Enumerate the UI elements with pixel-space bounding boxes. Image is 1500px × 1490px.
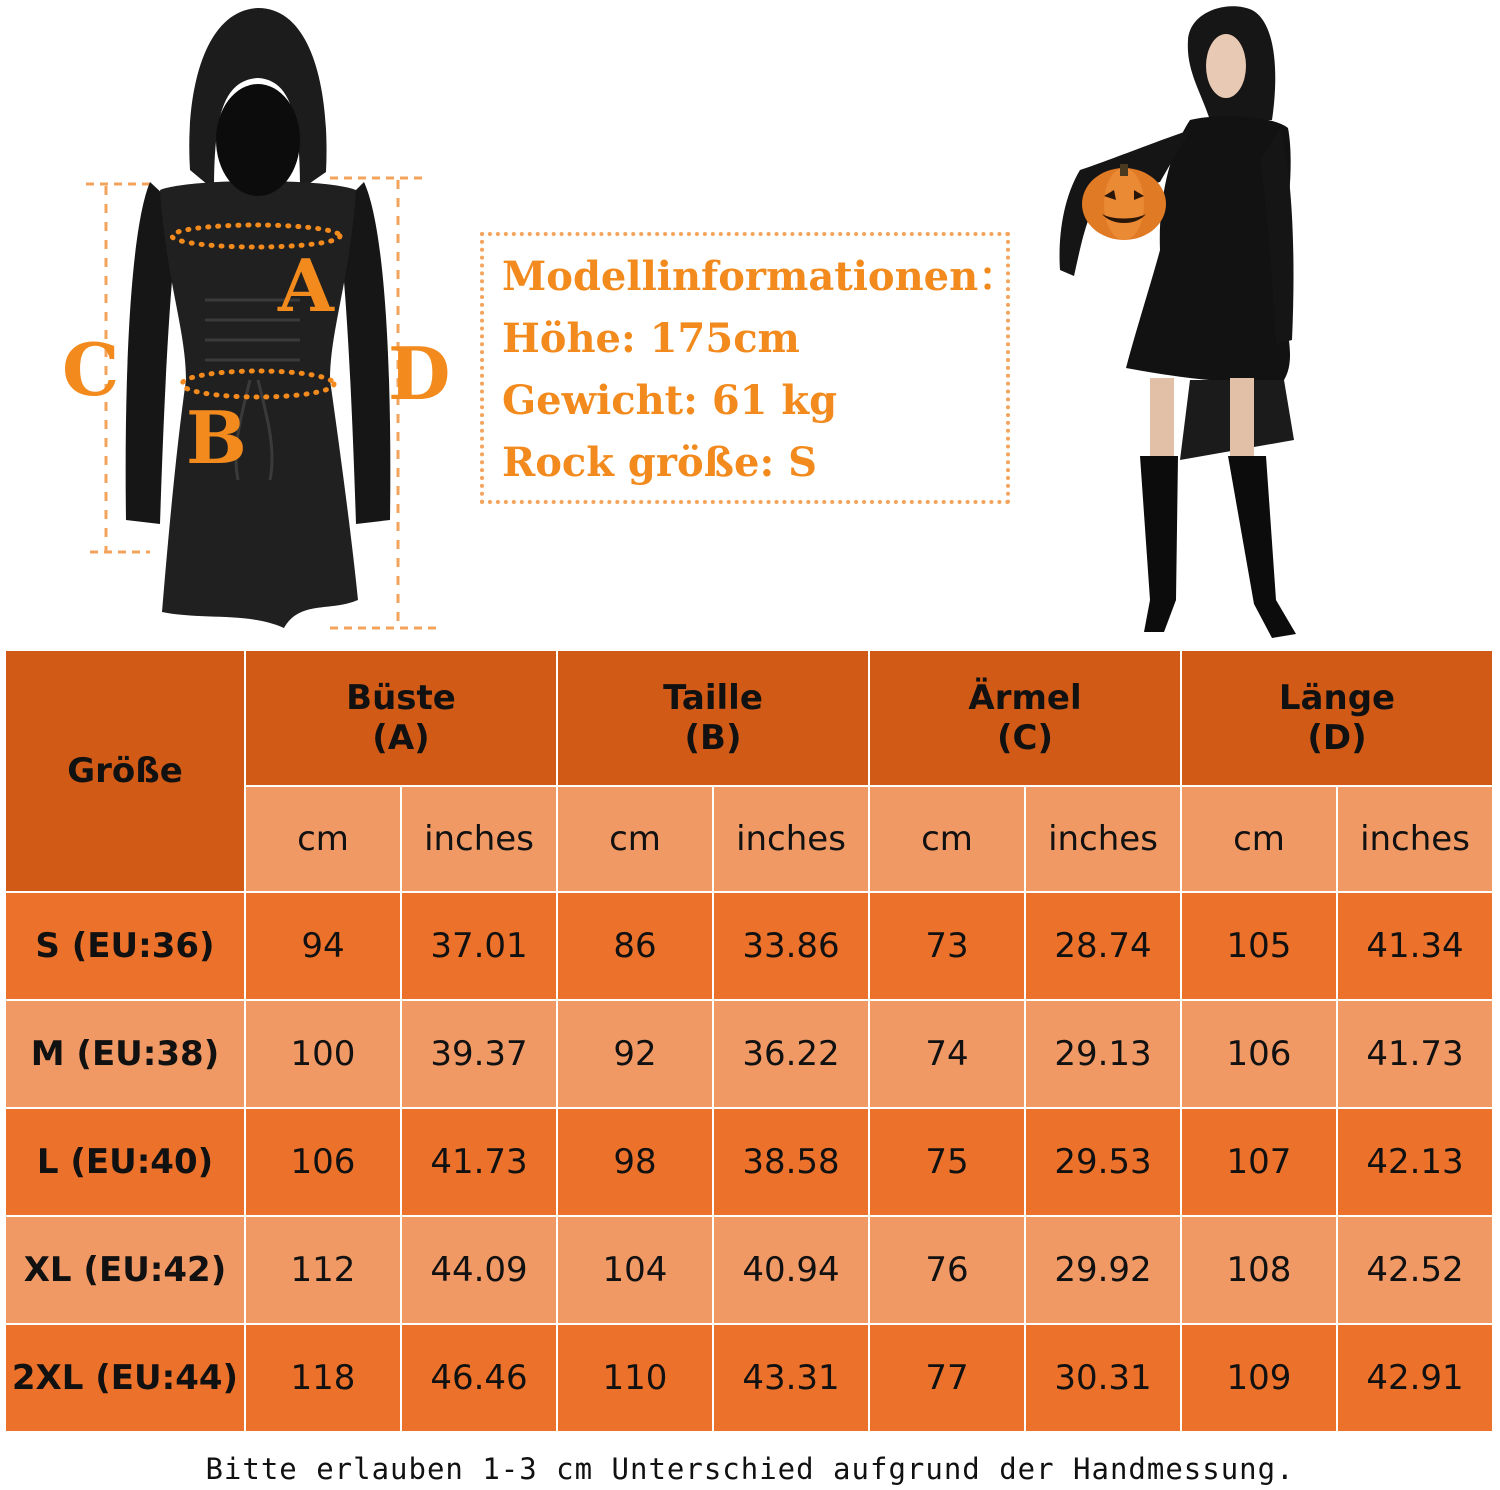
value-cell: 104	[557, 1216, 713, 1324]
table-row	[5, 1000, 1493, 1108]
value-cell: 42.52	[1337, 1216, 1493, 1324]
value-cell: 106	[1181, 1000, 1337, 1108]
model-info-box	[480, 232, 1019, 504]
size-column-header: Größe	[5, 650, 245, 892]
value-cell: 42.91	[1337, 1324, 1493, 1432]
value-cell: 41.73	[1337, 1000, 1493, 1108]
model-photo	[1040, 0, 1320, 648]
dress-diagram	[0, 0, 480, 648]
size-label: 2XL (EU:44)	[5, 1324, 245, 1432]
model-face	[1206, 34, 1246, 98]
unit-cell: inches	[401, 786, 557, 892]
value-cell: 94	[245, 892, 401, 1000]
value-cell: 41.34	[1337, 892, 1493, 1000]
table-row	[5, 1108, 1493, 1216]
value-cell: 39.37	[401, 1000, 557, 1108]
value-cell: 42.13	[1337, 1108, 1493, 1216]
header-sleeve-name: Ärmel	[968, 678, 1082, 718]
header-bust-code: (A)	[372, 718, 430, 758]
value-cell: 77	[869, 1324, 1025, 1432]
value-cell: 28.74	[1025, 892, 1181, 1000]
value-cell: 118	[245, 1324, 401, 1432]
model-height: Höhe: 175cm	[502, 315, 800, 362]
measurement-footnote: Bitte erlauben 1-3 cm Unterschied aufgrund der Handmessung.	[205, 1452, 1295, 1486]
header-length-code: (D)	[1307, 718, 1367, 758]
value-cell: 98	[557, 1108, 713, 1216]
value-cell: 110	[557, 1324, 713, 1432]
unit-cell: cm	[557, 786, 713, 892]
header-length-name: Länge	[1278, 678, 1396, 718]
label-c: C	[62, 327, 120, 412]
value-cell: 44.09	[401, 1216, 557, 1324]
size-label: M (EU:38)	[5, 1000, 245, 1108]
value-cell: 46.46	[401, 1324, 557, 1432]
value-cell: 37.01	[401, 892, 557, 1000]
value-cell: 29.53	[1025, 1108, 1181, 1216]
value-cell: 43.31	[713, 1324, 869, 1432]
value-cell: 29.92	[1025, 1216, 1181, 1324]
value-cell: 76	[869, 1216, 1025, 1324]
value-cell: 100	[245, 1000, 401, 1108]
model-info-title: Modellinformationen：	[502, 253, 1019, 300]
value-cell: 41.73	[401, 1108, 557, 1216]
value-cell: 112	[245, 1216, 401, 1324]
label-d: D	[388, 331, 451, 416]
value-cell: 36.22	[713, 1000, 869, 1108]
header-length	[1181, 650, 1493, 786]
label-b: B	[186, 395, 247, 480]
unit-cell: cm	[869, 786, 1025, 892]
header-waist	[557, 650, 869, 786]
header-bust	[245, 650, 557, 786]
size-label: XL (EU:42)	[5, 1216, 245, 1324]
value-cell: 74	[869, 1000, 1025, 1108]
size-chart-table	[4, 649, 1494, 1433]
header-bust-name: Büste	[346, 678, 456, 718]
table-row	[5, 892, 1493, 1000]
product-illustration-area	[0, 0, 1500, 648]
unit-cell: inches	[1337, 786, 1493, 892]
model-size: Rock größe: S	[502, 439, 818, 486]
value-cell: 38.58	[713, 1108, 869, 1216]
value-cell: 106	[245, 1108, 401, 1216]
unit-cell: cm	[245, 786, 401, 892]
table-row	[5, 1216, 1493, 1324]
unit-cell: inches	[713, 786, 869, 892]
label-a: A	[278, 243, 334, 328]
header-waist-name: Taille	[663, 678, 763, 718]
value-cell: 105	[1181, 892, 1337, 1000]
value-cell: 73	[869, 892, 1025, 1000]
unit-cell: cm	[1181, 786, 1337, 892]
header-sleeve	[869, 650, 1181, 786]
unit-cell: inches	[1025, 786, 1181, 892]
dress-silhouette	[126, 8, 391, 628]
value-cell: 30.31	[1025, 1324, 1181, 1432]
value-cell: 40.94	[713, 1216, 869, 1324]
header-waist-code: (B)	[684, 718, 742, 758]
header-sleeve-code: (C)	[996, 718, 1054, 758]
size-label: L (EU:40)	[5, 1108, 245, 1216]
value-cell: 29.13	[1025, 1000, 1181, 1108]
table-row	[5, 1324, 1493, 1432]
value-cell: 92	[557, 1000, 713, 1108]
value-cell: 109	[1181, 1324, 1337, 1432]
value-cell: 107	[1181, 1108, 1337, 1216]
value-cell: 86	[557, 892, 713, 1000]
value-cell: 75	[869, 1108, 1025, 1216]
model-weight: Gewicht: 61 kg	[502, 377, 838, 424]
value-cell: 108	[1181, 1216, 1337, 1324]
value-cell: 33.86	[713, 892, 869, 1000]
size-label: S (EU:36)	[5, 892, 245, 1000]
